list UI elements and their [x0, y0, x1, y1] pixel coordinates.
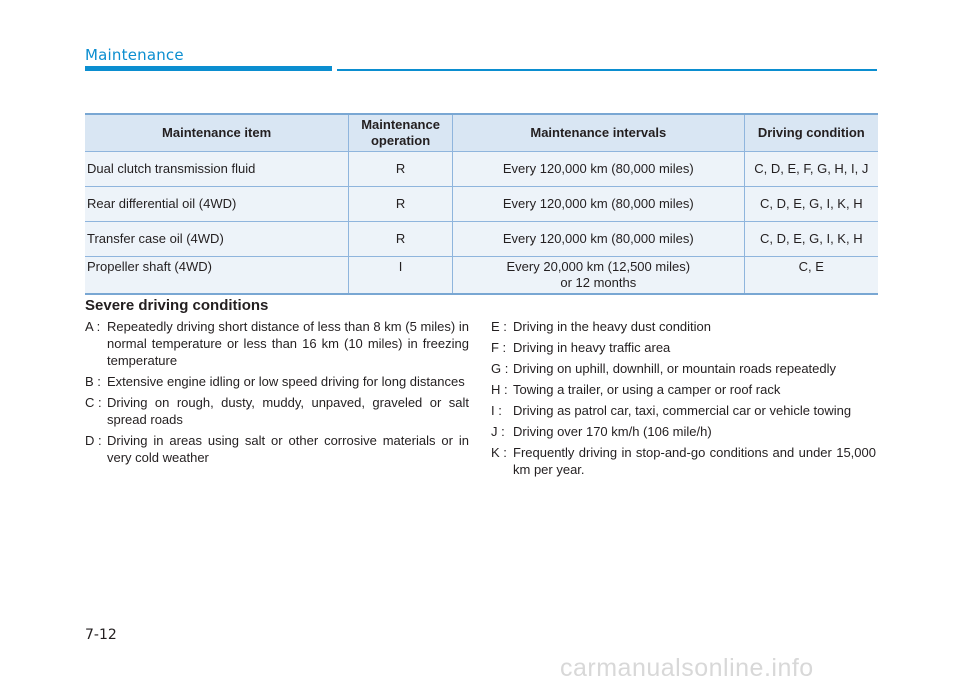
condition-code: A : [85, 319, 101, 334]
condition-text: Driving in heavy traffic area [513, 340, 671, 355]
condition-code: C : [85, 395, 102, 410]
page-number: 7-12 [85, 627, 117, 643]
severe-conditions-left [85, 318, 469, 470]
condition-item [491, 318, 876, 335]
condition-code: B : [85, 374, 101, 389]
maintenance-operation: R [349, 187, 453, 222]
table-row [85, 222, 878, 257]
table-row [85, 152, 878, 187]
condition-item [491, 360, 876, 377]
condition-text: Frequently driving in stop-and-go conditions and under 15,000 km per year. [513, 445, 876, 477]
driving-condition: C, D, E, G, I, K, H [744, 187, 878, 222]
watermark: carmanualsonline.info [560, 654, 814, 682]
condition-item [491, 339, 876, 356]
condition-text: Extensive engine idling or low speed driving for long distances [107, 374, 465, 389]
condition-code: D : [85, 433, 102, 448]
condition-code: H : [491, 382, 508, 397]
condition-text: Driving in the heavy dust condition [513, 319, 712, 334]
maintenance-item: Dual clutch transmission fluid [85, 152, 349, 187]
maintenance-table [85, 113, 878, 295]
column-header-item: Maintenance item [85, 114, 349, 152]
severe-conditions-heading: Severe driving conditions [85, 297, 269, 314]
column-header-operation: Maintenance operation [349, 114, 453, 152]
maintenance-operation: R [349, 222, 453, 257]
maintenance-interval: Every 120,000 km (80,000 miles) [452, 152, 744, 187]
column-header-intervals: Maintenance intervals [452, 114, 744, 152]
condition-item [85, 318, 469, 369]
table-row [85, 257, 878, 295]
table-row [85, 187, 878, 222]
maintenance-interval: Every 20,000 km (12,500 miles) [506, 259, 691, 274]
driving-condition: C, D, E, F, G, H, I, J [744, 152, 878, 187]
condition-text: Driving on uphill, downhill, or mountain roads repeatedly [513, 361, 837, 376]
condition-code: F : [491, 340, 507, 355]
condition-item [491, 444, 876, 478]
maintenance-interval-cell [452, 257, 744, 295]
maintenance-operation: I [349, 257, 453, 295]
condition-item [491, 402, 876, 419]
driving-condition: C, D, E, G, I, K, H [744, 222, 878, 257]
condition-item [85, 373, 469, 390]
condition-item [85, 432, 469, 466]
driving-condition: C, E [744, 257, 878, 295]
header-rule-thin [337, 69, 877, 71]
condition-code: K : [491, 445, 507, 460]
maintenance-interval-line2: or 12 months [560, 275, 637, 290]
maintenance-item: Rear differential oil (4WD) [85, 187, 349, 222]
column-header-condition: Driving condition [744, 114, 878, 152]
header-rule-thick [85, 66, 332, 71]
condition-text: Towing a trailer, or using a camper or roof rack [513, 382, 781, 397]
condition-item [491, 423, 876, 440]
condition-text: Driving on rough, dusty, muddy, unpaved, graveled or salt spread roads [107, 395, 469, 427]
condition-text: Driving over 170 km/h (106 mile/h) [513, 424, 712, 439]
maintenance-item: Propeller shaft (4WD) [85, 257, 349, 295]
condition-text: Driving as patrol car, taxi, commercial car or vehicle towing [513, 403, 852, 418]
condition-item [85, 394, 469, 428]
condition-code: G : [491, 361, 509, 376]
table-header-row [85, 114, 878, 152]
maintenance-interval: Every 120,000 km (80,000 miles) [452, 187, 744, 222]
condition-item [491, 381, 876, 398]
condition-code: E : [491, 319, 507, 334]
severe-conditions-right [491, 318, 876, 482]
maintenance-interval: Every 120,000 km (80,000 miles) [452, 222, 744, 257]
condition-code: J : [491, 424, 505, 439]
section-title: Maintenance [85, 46, 184, 64]
condition-text: Driving in areas using salt or other corrosive materials or in very cold weather [107, 433, 469, 465]
maintenance-operation: R [349, 152, 453, 187]
maintenance-item: Transfer case oil (4WD) [85, 222, 349, 257]
condition-code: I : [491, 403, 502, 418]
condition-text: Repeatedly driving short distance of less than 8 km (5 miles) in normal temperature or less than 16 km (10 miles) in freezing temperature [107, 319, 469, 368]
